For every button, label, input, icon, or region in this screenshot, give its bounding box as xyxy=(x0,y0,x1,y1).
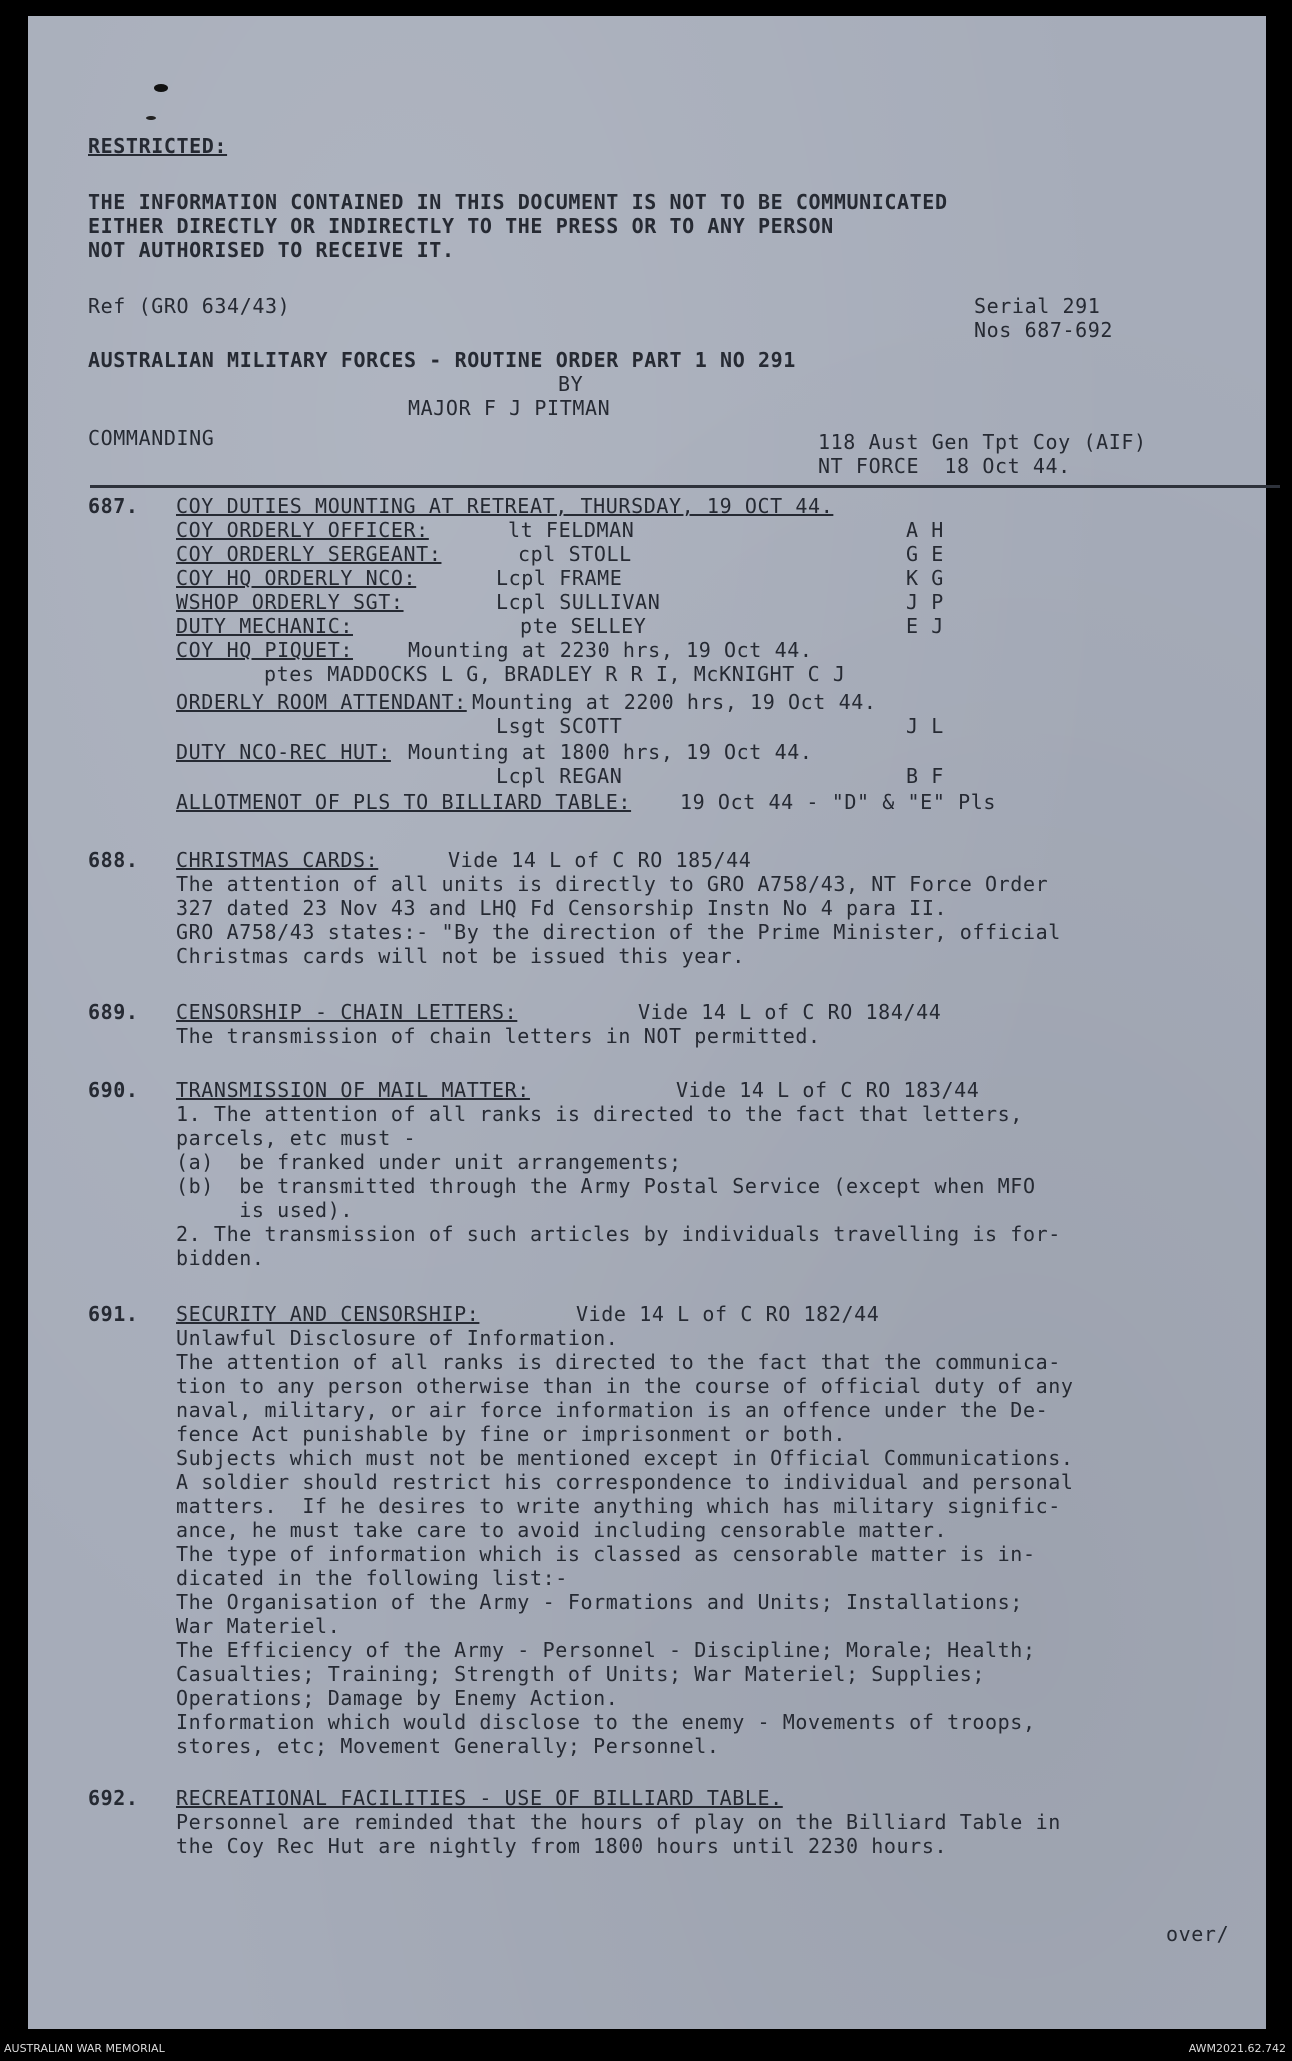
restricted-label: RESTRICTED: xyxy=(88,134,228,158)
order-number: 688. xyxy=(88,848,139,872)
duty-name: Lcpl FRAME xyxy=(496,566,623,590)
duty-role: COY HQ ORDERLY NCO: xyxy=(176,566,417,590)
serial-number: Serial 291 xyxy=(974,294,1101,318)
officer-name: MAJOR F J PITMAN xyxy=(408,396,611,420)
order-text-line: (a) be franked under unit arrangements; xyxy=(176,1150,682,1174)
orderly-room-time: Mounting at 2200 hrs, 19 Oct 44. xyxy=(472,690,877,714)
order-heading: TRANSMISSION OF MAIL MATTER: xyxy=(176,1078,530,1102)
order-heading: COY DUTIES MOUNTING AT RETREAT, THURSDAY, 19 OCT 44. xyxy=(176,494,834,518)
duty-name: cpl STOLL xyxy=(518,542,632,566)
order-text-line: bidden. xyxy=(176,1246,265,1270)
order-numbers: Nos 687-692 xyxy=(974,318,1114,342)
order-text-line: Unlawful Disclosure of Information. xyxy=(176,1326,619,1350)
order-text-line: 327 dated 23 Nov 43 and LHQ Fd Censorship Instn No 4 para II. xyxy=(176,896,948,920)
duty-initials: A H xyxy=(906,518,944,542)
order-number: 689. xyxy=(88,1000,139,1024)
order-text-line: Casualties; Training; Strength of Units; War Materiel; Supplies; xyxy=(176,1662,986,1686)
order-heading: SECURITY AND CENSORSHIP: xyxy=(176,1302,480,1326)
ref-number: Ref (GRO 634/43) xyxy=(88,294,291,318)
order-text-line: naval, military, or air force information is an offence under the De- xyxy=(176,1398,1049,1422)
order-text-line: parcels, etc must - xyxy=(176,1126,417,1150)
commanding-label: COMMANDING xyxy=(88,426,215,450)
order-heading: RECREATIONAL FACILITIES - USE OF BILLIARD TABLE. xyxy=(176,1786,783,1810)
order-text-line: The attention of all units is directly to GRO A758/43, NT Force Order xyxy=(176,872,1049,896)
duty-initials: E J xyxy=(906,614,944,638)
order-text-line: is used). xyxy=(176,1198,353,1222)
force-date: NT FORCE 18 Oct 44. xyxy=(818,454,1071,478)
order-title: AUSTRALIAN MILITARY FORCES - ROUTINE ORDER PART 1 NO 291 xyxy=(88,348,796,372)
order-vide: Vide 14 L of C RO 183/44 xyxy=(676,1078,980,1102)
order-text-line: Information which would disclose to the enemy - Movements of troops, xyxy=(176,1710,1036,1734)
order-text-line: stores, etc; Movement Generally; Personnel. xyxy=(176,1734,720,1758)
order-text-line: Christmas cards will not be issued this year. xyxy=(176,944,745,968)
order-vide: Vide 14 L of C RO 185/44 xyxy=(448,848,752,872)
order-text-line: 2. The transmission of such articles by individuals travelling is for- xyxy=(176,1222,1061,1246)
order-vide: Vide 14 L of C RO 184/44 xyxy=(638,1000,942,1024)
order-text-line: (b) be transmitted through the Army Postal Service (except when MFO xyxy=(176,1174,1036,1198)
order-number: 690. xyxy=(88,1078,139,1102)
duty-role: COY ORDERLY SERGEANT: xyxy=(176,542,442,566)
allotment-text: 19 Oct 44 - "D" & "E" Pls xyxy=(680,790,997,814)
order-text-line: the Coy Rec Hut are nightly from 1800 hours until 2230 hours. xyxy=(176,1834,948,1858)
duty-name: lt FELDMAN xyxy=(508,518,635,542)
warning-line-3: NOT AUTHORISED TO RECEIVE IT. xyxy=(88,238,455,262)
duty-name: pte SELLEY xyxy=(520,614,647,638)
document-page xyxy=(28,16,1266,2029)
duty-initials: K G xyxy=(906,566,944,590)
order-text-line: fence Act punishable by fine or imprisonment or both. xyxy=(176,1422,846,1446)
order-text-line: War Materiel. xyxy=(176,1614,341,1638)
order-number: 692. xyxy=(88,1786,139,1810)
duty-role: COY ORDERLY OFFICER: xyxy=(176,518,429,542)
orderly-room-role: ORDERLY ROOM ATTENDANT: xyxy=(176,690,467,714)
order-text-line: Personnel are reminded that the hours of play on the Billiard Table in xyxy=(176,1810,1061,1834)
footer-accession: AWM2021.62.742 xyxy=(1188,2042,1286,2055)
ink-mark xyxy=(146,116,156,120)
order-text-line: The Efficiency of the Army - Personnel - Discipline; Morale; Health; xyxy=(176,1638,1036,1662)
order-text-line: The type of information which is classed as censorable matter is in- xyxy=(176,1542,1036,1566)
rec-hut-initials: B F xyxy=(906,764,944,788)
duty-initials: G E xyxy=(906,542,944,566)
picquet-members: ptes MADDOCKS L G, BRADLEY R R I, McKNIGHT C J xyxy=(264,662,846,686)
picquet-role: COY HQ PIQUET: xyxy=(176,638,353,662)
duty-role: DUTY MECHANIC: xyxy=(176,614,353,638)
order-text-line: The transmission of chain letters in NOT permitted. xyxy=(176,1024,821,1048)
order-text-line: matters. If he desires to write anything which has military signific- xyxy=(176,1494,1061,1518)
order-by: BY xyxy=(558,372,584,396)
order-text-line: Operations; Damage by Enemy Action. xyxy=(176,1686,619,1710)
order-text-line: dicated in the following list:- xyxy=(176,1566,568,1590)
footer-institution: AUSTRALIAN WAR MEMORIAL xyxy=(4,2042,165,2055)
rec-hut-name: Lcpl REGAN xyxy=(496,764,623,788)
allotment-role: ALLOTMENOT OF PLS TO BILLIARD TABLE: xyxy=(176,790,632,814)
rec-hut-role: DUTY NCO-REC HUT: xyxy=(176,740,391,764)
divider-rule xyxy=(90,485,1280,488)
rec-hut-time: Mounting at 1800 hrs, 19 Oct 44. xyxy=(408,740,813,764)
orderly-room-initials: J L xyxy=(906,714,944,738)
order-text-line: A soldier should restrict his correspondence to individual and personal xyxy=(176,1470,1074,1494)
orderly-room-name: Lsgt SCOTT xyxy=(496,714,623,738)
order-text-line: 1. The attention of all ranks is directed to the fact that letters, xyxy=(176,1102,1023,1126)
duty-initials: J P xyxy=(906,590,944,614)
picquet-time: Mounting at 2230 hrs, 19 Oct 44. xyxy=(408,638,813,662)
warning-line-1: THE INFORMATION CONTAINED IN THIS DOCUMENT IS NOT TO BE COMMUNICATED xyxy=(88,190,948,214)
order-heading: CHRISTMAS CARDS: xyxy=(176,848,379,872)
unit-name: 118 Aust Gen Tpt Coy (AIF) xyxy=(818,430,1147,454)
order-vide: Vide 14 L of C RO 182/44 xyxy=(576,1302,880,1326)
order-text-line: The attention of all ranks is directed to the fact that the communica- xyxy=(176,1350,1061,1374)
duty-name: Lcpl SULLIVAN xyxy=(496,590,661,614)
ink-blot xyxy=(154,84,168,92)
order-text-line: ance, he must take care to avoid including censorable matter. xyxy=(176,1518,948,1542)
warning-line-2: EITHER DIRECTLY OR INDIRECTLY TO THE PRESS OR TO ANY PERSON xyxy=(88,214,834,238)
order-number: 691. xyxy=(88,1302,139,1326)
order-number: 687. xyxy=(88,494,139,518)
order-text-line: GRO A758/43 states:- "By the direction of the Prime Minister, official xyxy=(176,920,1061,944)
duty-role: WSHOP ORDERLY SGT: xyxy=(176,590,404,614)
order-text-line: tion to any person otherwise than in the course of official duty of any xyxy=(176,1374,1074,1398)
order-heading: CENSORSHIP - CHAIN LETTERS: xyxy=(176,1000,518,1024)
order-text-line: Subjects which must not be mentioned except in Official Communications. xyxy=(176,1446,1074,1470)
order-text-line: The Organisation of the Army - Formations and Units; Installations; xyxy=(176,1590,1023,1614)
continued-marker: over/ xyxy=(1166,1922,1230,1946)
